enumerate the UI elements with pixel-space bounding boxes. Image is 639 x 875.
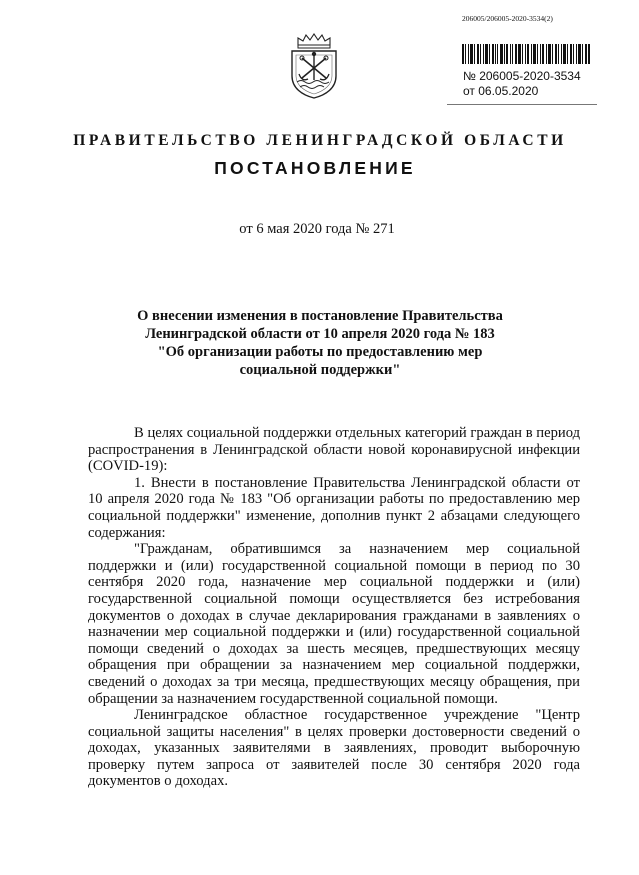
decree-subject (125, 307, 515, 379)
divider (447, 104, 597, 105)
subject-line: Ленинградской области от 10 апреля 2020 года № 183 (145, 326, 495, 342)
registration-date: от 06.05.2020 (463, 84, 539, 98)
subject-line: "Об организации работы по предоставлению мер (157, 344, 483, 360)
body-paragraph-quote: "Гражданам, обратившимся за назначением мер социальной поддержки и (или) государственной социальной помощи в период по 30 сентября 2020 года, назначение мер социальной поддержки и (или) государственной социальной помощи осуществляется без истребования документов о доходах в случае декларирования гражданами в заявлениях о назначении мер социальной поддержки и (или) государственной социальной помощи сведений о доходах за шесть месяцев, предшествующих месяцу обращения при обращении за назначением мер социальной поддержки, сведений о доходах за три месяца, предшествующих месяцу обращения, при обращении за назначением государственной социальной помощи. (88, 541, 580, 707)
coat-of-arms-icon (284, 32, 344, 100)
government-title: ПРАВИТЕЛЬСТВО ЛЕНИНГРАДСКОЙ ОБЛАСТИ (73, 132, 567, 149)
subject-line: социальной поддержки" (239, 362, 401, 378)
subject-line: О внесении изменения в постановление Правительства (137, 308, 503, 324)
registration-block (463, 69, 581, 99)
document-type-title: ПОСТАНОВЛЕНИЕ (214, 158, 416, 178)
decree-date-number: от 6 мая 2020 года № 271 (239, 221, 395, 237)
reference-code: 206005/206005-2020-3534(2) (462, 14, 553, 23)
body-paragraph-institution: Ленинградское областное государственное учреждение "Центр социальной защиты населения" в целях проверки достоверности сведений о доходах, указанных заявителями в заявлениях, проводит выборочную проверку путем запроса от заявителей после 30 сентября 2020 года документов о доходах. (88, 707, 580, 790)
decree-body (88, 425, 580, 790)
registration-number: № 206005-2020-3534 (463, 69, 581, 83)
barcode (462, 44, 590, 64)
body-paragraph-item-1: 1. Внести в постановление Правительства Ленинградской области от 10 апреля 2020 года № 183 "Об организации работы по предоставлению мер социальной поддержки" изменение, дополнив пункт 2 абзацами следующего содержания: (88, 474, 580, 541)
body-paragraph-preamble: В целях социальной поддержки отдельных категорий граждан в период распространения в Ленинградской области новой коронавирусной инфекции (COVID-19): (88, 425, 580, 475)
